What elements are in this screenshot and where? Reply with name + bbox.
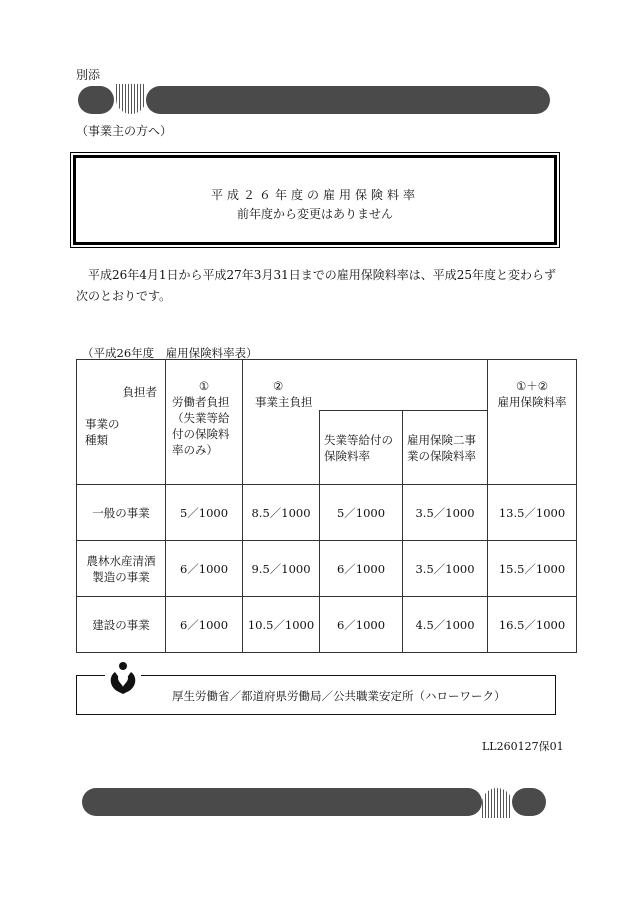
col2a-label: 失業等給付の保険料率 [324,432,393,463]
col2b-label: 雇用保険二事業の保険料率 [407,432,476,463]
col1-header [166,360,243,485]
row-name: 一般の事業 [77,485,166,541]
cell-c2b: 4.5／1000 [403,597,488,653]
cell-c2: 8.5／1000 [243,485,320,541]
table-row [77,485,577,541]
corner-cell [77,360,166,485]
cell-c2a: 5／1000 [320,485,403,541]
table-caption: （平成26年度 雇用保険料率表） [82,346,258,360]
decor-oval-right [512,788,546,816]
cell-c3: 15.5／1000 [488,541,577,597]
decor-stripe-bottom [482,788,512,818]
table-row [77,597,577,653]
cell-c2a: 6／1000 [320,597,403,653]
corner-type-2: 種類 [85,433,108,447]
col2-label: 事業主負担 [255,395,313,409]
title-box [73,155,557,245]
col3-num: ①＋② [515,379,549,393]
col3-label: 雇用保険料率 [497,395,567,409]
col2a-header [320,411,403,485]
table-row [77,541,577,597]
col1-num: ① [198,379,210,393]
decor-stripe-top [116,84,146,114]
col1-label: 労働者負担（失業等給付の保険料率のみ） [172,395,230,457]
cell-c3: 16.5／1000 [488,597,577,653]
rate-table [76,359,577,653]
col3-header [488,360,577,485]
decor-bar-top [146,86,550,114]
title-main: 平成２６年度の雇用保険料率 [210,188,419,202]
attachment-label: 別添 [76,68,101,82]
cell-c2: 9.5／1000 [243,541,320,597]
cell-c1: 5／1000 [166,485,243,541]
row-name: 建設の事業 [77,597,166,653]
cell-c2a: 6／1000 [320,541,403,597]
row-name: 農林水産清酒製造の事業 [77,541,166,597]
cell-c2b: 3.5／1000 [403,485,488,541]
decor-bar-bottom [82,788,482,816]
corner-type-1: 事業の [85,417,120,431]
cell-c2b: 3.5／1000 [403,541,488,597]
addressee: （事業主の方へ） [76,124,173,138]
col2-spacer [243,411,320,485]
decor-oval-left [78,86,114,114]
ministry-logo-icon [105,660,141,696]
cell-c3: 13.5／1000 [488,485,577,541]
title-sub: 前年度から変更はありません [236,207,393,221]
footer-text: 厚生労働省／都道府県労働局／公共職業安定所（ハローワーク） [172,689,506,703]
corner-burden: 負担者 [122,385,157,399]
intro-paragraph: 平成26年4月1日から平成27年3月31日までの雇用保険料率は、平成25年度と変わらず次のとおりです。 [76,268,556,303]
col2-header [243,360,488,411]
cell-c1: 6／1000 [166,597,243,653]
footer-box [76,675,556,715]
cell-c1: 6／1000 [166,541,243,597]
cell-c2: 10.5／1000 [243,597,320,653]
col2b-header [403,411,488,485]
col2-num: ② [273,379,284,393]
document-code: LL260127保01 [482,740,564,753]
